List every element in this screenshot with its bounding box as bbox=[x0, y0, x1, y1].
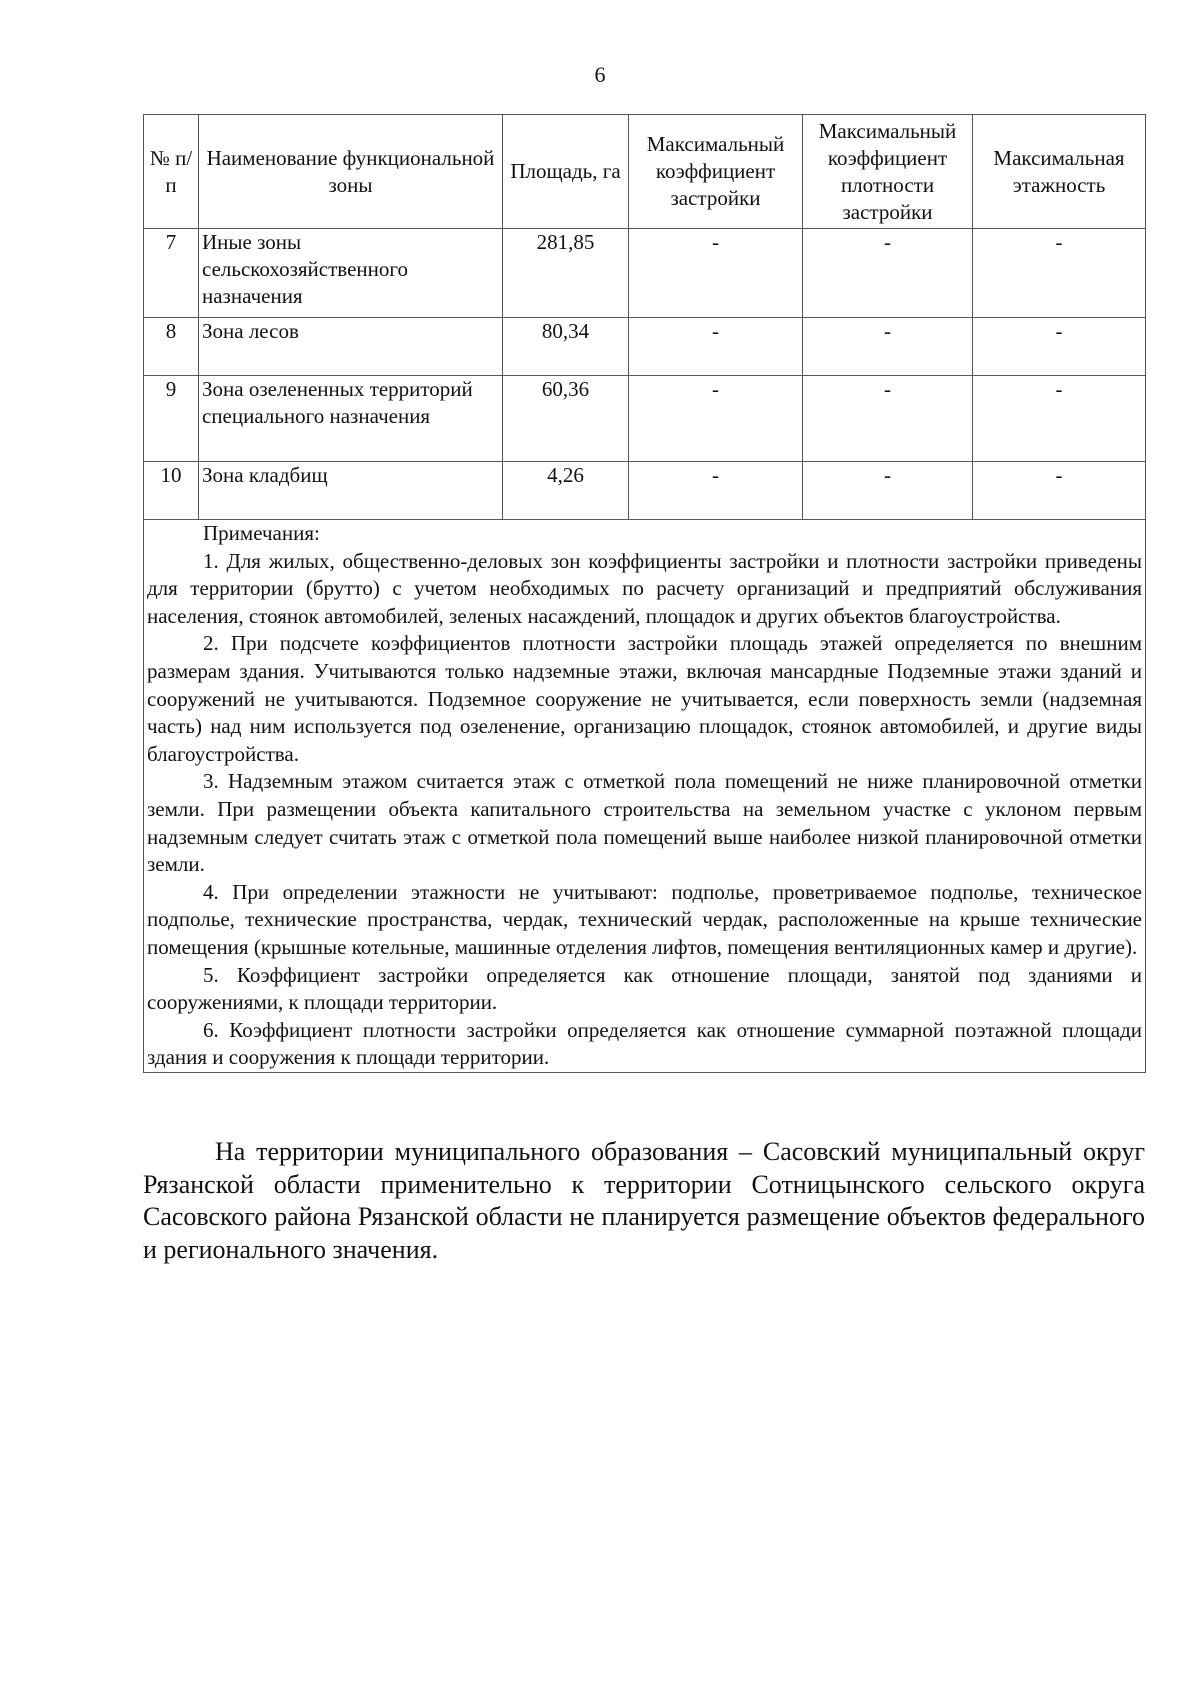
row-coef: - bbox=[629, 229, 803, 318]
page-number: 6 bbox=[594, 62, 606, 87]
note-6: 6. Коэффициент плотности застройки определяется как отношение суммарной поэтажной площади здания и сооружения к площади территории. bbox=[147, 1017, 1142, 1070]
note-1: 1. Для жилых, общественно-деловых зон коэффициенты застройки и плотности застройки приведены для территории (брутто) с учетом необходимых по расчету организаций и предприятий обслуживания населения, стоянок автомобилей, зеленых насаждений, площадок и других объектов благоустройства. bbox=[147, 548, 1142, 628]
row-coef: - bbox=[629, 376, 803, 462]
row-zone-name: Зона озелененных территорий специального назначения bbox=[199, 376, 503, 462]
header-max-floors: Максимальная этажность bbox=[973, 115, 1146, 229]
row-num: 10 bbox=[144, 462, 199, 520]
row-zone-name: Зона кладбищ bbox=[199, 462, 503, 520]
row-floors: - bbox=[973, 462, 1146, 520]
table-header-row bbox=[144, 115, 1146, 229]
row-density: - bbox=[803, 318, 973, 376]
note-2: 2. При подсчете коэффициентов плотности застройки площадь этажей определяется по внешним размерам здания. Учитываются только надземные этажи, включая мансардные Подземные этажи зданий и сооружений не учитываются. Подземное сооружение не учитывается, если поверхность земли (надземная часть) над ним используется под озеленение, организацию площадок, стоянок автомобилей, и другие виды благоустройства. bbox=[147, 631, 1142, 766]
row-density: - bbox=[803, 229, 973, 318]
table-row bbox=[144, 229, 1146, 318]
closing-paragraph: На территории муниципального образования – Сасовский муниципальный округ Рязанской области применительно к территории Сотницынского сельского округа Сасовского района Рязанской области не планируется размещение объектов федерального и регионального значения. bbox=[143, 1137, 1145, 1264]
row-density: - bbox=[803, 376, 973, 462]
row-floors: - bbox=[973, 229, 1146, 318]
notes-cell bbox=[144, 520, 1146, 1073]
row-num: 8 bbox=[144, 318, 199, 376]
row-zone-name: Иные зоны сельскохозяйственного назначения bbox=[199, 229, 503, 318]
table-row bbox=[144, 462, 1146, 520]
row-area: 281,85 bbox=[503, 229, 629, 318]
row-area: 80,34 bbox=[503, 318, 629, 376]
row-coef: - bbox=[629, 462, 803, 520]
header-num: № п/п bbox=[144, 115, 199, 229]
row-zone-name: Зона лесов bbox=[199, 318, 503, 376]
header-max-coef: Максимальный коэффициент застройки bbox=[629, 115, 803, 229]
row-num: 9 bbox=[144, 376, 199, 462]
header-zone-name: Наименование функциональной зоны bbox=[199, 115, 503, 229]
row-num: 7 bbox=[144, 229, 199, 318]
table-row bbox=[144, 318, 1146, 376]
note-5: 5. Коэффициент застройки определяется как отношение площади, занятой под зданиями и сооружениями, к площади территории. bbox=[147, 962, 1142, 1015]
row-coef: - bbox=[629, 318, 803, 376]
row-area: 4,26 bbox=[503, 462, 629, 520]
row-area: 60,36 bbox=[503, 376, 629, 462]
header-max-density: Максимальный коэффициент плотности застройки bbox=[803, 115, 973, 229]
row-density: - bbox=[803, 462, 973, 520]
row-floors: - bbox=[973, 376, 1146, 462]
note-4: 4. При определении этажности не учитывают: подполье, проветриваемое подполье, техническое подполье, технические пространства, чердак, технический чердак, расположенные на крыше технические помещения (крышные котельные, машинные отделения лифтов, помещения вентиляционных камер и другие). bbox=[147, 879, 1142, 959]
row-floors: - bbox=[973, 318, 1146, 376]
notes-row bbox=[144, 520, 1146, 1073]
header-area: Площадь, га bbox=[503, 115, 629, 229]
functional-zones-table bbox=[143, 114, 1146, 1073]
notes-title: Примечания: bbox=[203, 521, 320, 545]
note-3: 3. Надземным этажом считается этаж с отметкой пола помещений не ниже планировочной отметки земли. При размещении объекта капитального строительства на земельном участке с уклоном первым надземным следует считать этаж с отметкой пола помещений выше наиболее низкой планировочной отметки земли. bbox=[147, 769, 1142, 877]
table-row bbox=[144, 376, 1146, 462]
